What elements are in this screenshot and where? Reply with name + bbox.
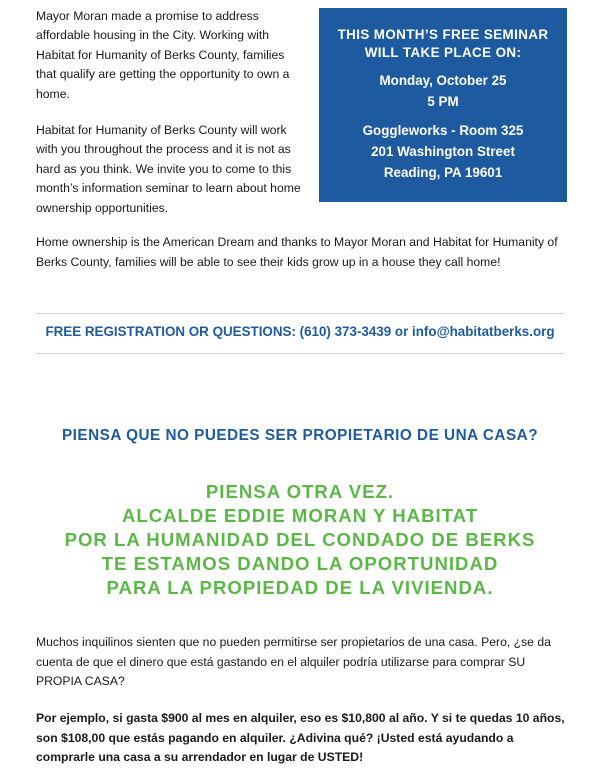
seminar-date: Monday, October 25 xyxy=(379,73,507,88)
registration-line[interactable]: FREE REGISTRATION OR QUESTIONS: (610) 373-3439 or info@habitatberks.org xyxy=(45,324,555,339)
green-line-5: PARA LA PROPIEDAD DE LA VIVIENDA. xyxy=(106,577,494,598)
green-line-2: ALCALDE EDDIE MORAN Y HABITAT xyxy=(121,505,479,526)
spanish-heading: PIENSA QUE NO PUEDES SER PROPIETARIO DE UNA CASA? xyxy=(61,427,539,444)
seminar-spacer xyxy=(319,112,567,120)
divider-bottom xyxy=(36,353,564,354)
spanish-paragraph-1: Muchos inquilinos sienten que no pueden permitirse ser propietarios de una casa. Pero, ¿se da cuenta de que el dinero que está gastando en el alquiler podría utilizarse para comprar SU PROPIA CASA? xyxy=(36,635,551,688)
spanish-green-headline xyxy=(0,480,600,600)
spanish-paragraph-2: Por ejemplo, si gasta $900 al mes en alquiler, eso es $10,800 al año. Y si te quedas 10 años, son $108,00 que estás pagando en alquiler. ¿Adivina qué? ¡Usted está ayudando a comprarle una casa a su arrendador en lugar de USTED! xyxy=(36,711,565,764)
intro-paragraph-1: Mayor Moran made a promise to address affordable housing in the City. Working with Habitat for Humanity of Berks County, families that qualify are getting the opportunity to own a home. xyxy=(36,9,290,101)
seminar-street: 201 Washington Street xyxy=(371,144,515,159)
divider-top xyxy=(36,313,564,314)
seminar-info-box xyxy=(319,8,567,202)
home-ownership-paragraph: Home ownership is the American Dream and thanks to Mayor Moran and Habitat for Humanity of Berks County, families will be able to see their kids grow up in a house they call home! xyxy=(36,235,558,269)
seminar-time: 5 PM xyxy=(427,94,459,109)
green-line-1: PIENSA OTRA VEZ. xyxy=(205,481,395,502)
green-line-3: POR LA HUMANIDAD DEL CONDADO DE BERKS xyxy=(64,529,536,550)
seminar-title: THIS MONTH’S FREE SEMINAR WILL TAKE PLACE ON: xyxy=(337,27,549,60)
intro-section xyxy=(36,7,306,235)
green-line-4: TE ESTAMOS DANDO LA OPORTUNIDAD xyxy=(101,553,499,574)
seminar-city: Reading, PA 19601 xyxy=(383,165,503,180)
seminar-venue: Goggleworks - Room 325 xyxy=(362,123,524,138)
intro-paragraph-2: Habitat for Humanity of Berks County will work with you throughout the process and it is not as hard as you think. We invite you to come to this month’s information seminar to learn about home ownership opportunities. xyxy=(36,123,301,215)
